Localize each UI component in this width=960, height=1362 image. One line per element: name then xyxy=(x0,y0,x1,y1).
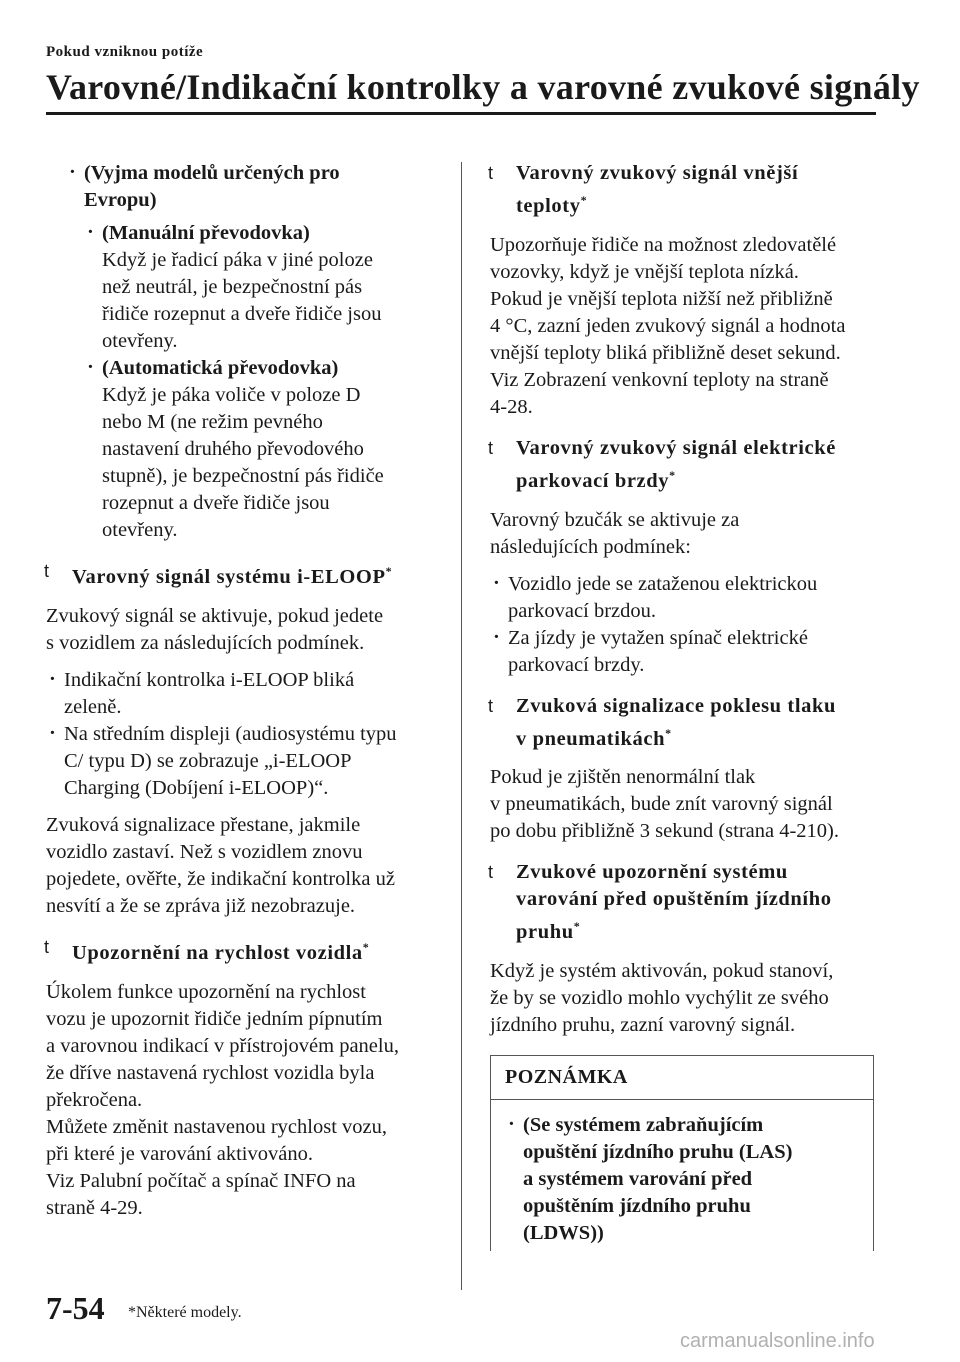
paragraph-speed-alert: Úkolem funkce upozornění na rychlost vozu je upozornit řidiče jedním pípnutím a varovnou indikací v přístrojovém panelu, že dříve nastavená rychlost vozidla byla překročena. Můžete změnit nastavenou rychlost vozu, při které je varování aktivováno. Viz Palubní počítač a spínač INFO na straně 4-29. xyxy=(46,980,399,1219)
page-number: 7-54 xyxy=(46,1290,105,1326)
bullet-automatic-transmission: · (Automatická převodovka) Když je páka voliče v poloze D nebo M (ne režim pevného nastavení druhého převodového stupně), je bezpečnostní pás řidiče rozepnut a dveře řidiče jsou otevřeny. xyxy=(84,355,446,544)
list-item: · Za jízdy je vytažen spínač elektrické parkovací brzdy. xyxy=(490,625,885,679)
paragraph-parking-brake: Varovný bzučák se aktivuje za následujících podmínek: xyxy=(490,508,740,558)
heading-tire-pressure: t Zvuková signalizace poklesu tlaku v pneumatikách* xyxy=(490,693,885,753)
column-divider xyxy=(461,162,462,1290)
page-title: Varovné/Indikační kontrolky a varovné zvukové signály xyxy=(46,67,920,107)
note-item: · (Se systémem zabraňujícím opuštění jízdního pruhu (LAS) a systémem varování před opuštěním jízdního pruhu (LDWS)) xyxy=(505,1112,859,1247)
list-item: · Vozidlo jede se zataženou elektrickou parkovací brzdou. xyxy=(490,571,885,625)
list-item: · Indikační kontrolka i-ELOOP bliká zeleně. xyxy=(46,667,446,721)
paragraph-outside-temp: Upozorňuje řidiče na možnost zledovatělé vozovky, když je vnější teplota nízká. Pokud je vnější teplota nižší než přibližně 4 °C, zazní jeden zvukový signál a hodnota vnější teploty bliká přibližně deset sekund. Viz Zobrazení venkovní teploty na straně 4-28. xyxy=(490,233,846,418)
heading-outside-temp: t Varovný zvukový signál vnější teploty* xyxy=(490,160,885,220)
bullet-manual-transmission: · (Manuální převodovka) Když je řadicí páka v jiné poloze než neutrál, je bezpečnostní pás řidiče rozepnut a dveře řidiče jsou otevřeny. xyxy=(84,220,446,355)
paragraph-tire-pressure: Pokud je zjištěn nenormální tlak v pneumatikách, bude znít varovný signál po dobu přibližně 3 sekund (strana 4-210). xyxy=(490,766,839,843)
paragraph-i-eloop-stop: Zvuková signalizace přestane, jakmile vozidlo zastaví. Než s vozidlem znovu pojedete, ověřte, že indikační kontrolka už nesvítí a že se zpráva již nezobrazuje. xyxy=(46,813,395,917)
note-box xyxy=(490,1055,874,1251)
note-title: POZNÁMKA xyxy=(491,1056,873,1100)
list-item: · Na středním displeji (audiosystému typu C/ typu D) se zobrazuje „i-ELOOP Charging (Dobíjení i-ELOOP)“. xyxy=(46,721,446,802)
watermark: carmanualsonline.info xyxy=(680,1330,875,1352)
section-label: Pokud vzniknou potíže xyxy=(46,44,204,60)
left-column xyxy=(46,160,446,1232)
header-divider xyxy=(46,112,876,115)
heading-i-eloop: t Varovný signál systému i-ELOOP* xyxy=(46,558,446,591)
footnote: *Některé modely. xyxy=(128,1304,242,1321)
paragraph-lane-departure: Když je systém aktivován, pokud stanoví, že by se vozidlo mohlo vychýlit ze svého jízdního pruhu, zazní varovný signál. xyxy=(490,960,834,1037)
right-column xyxy=(490,160,885,1251)
heading-parking-brake: t Varovný zvukový signál elektrické parkovací brzdy* xyxy=(490,435,885,495)
bullet-non-europe: · (Vyjma modelů určených pro Evropu) xyxy=(66,160,446,214)
heading-speed-alert: t Upozornění na rychlost vozidla* xyxy=(46,934,446,967)
paragraph-i-eloop-intro: Zvukový signál se aktivuje, pokud jedete s vozidlem za následujících podmínek. xyxy=(46,604,384,654)
heading-lane-departure: t Zvukové upozornění systému varování před opuštěním jízdního pruhu* xyxy=(490,859,885,946)
